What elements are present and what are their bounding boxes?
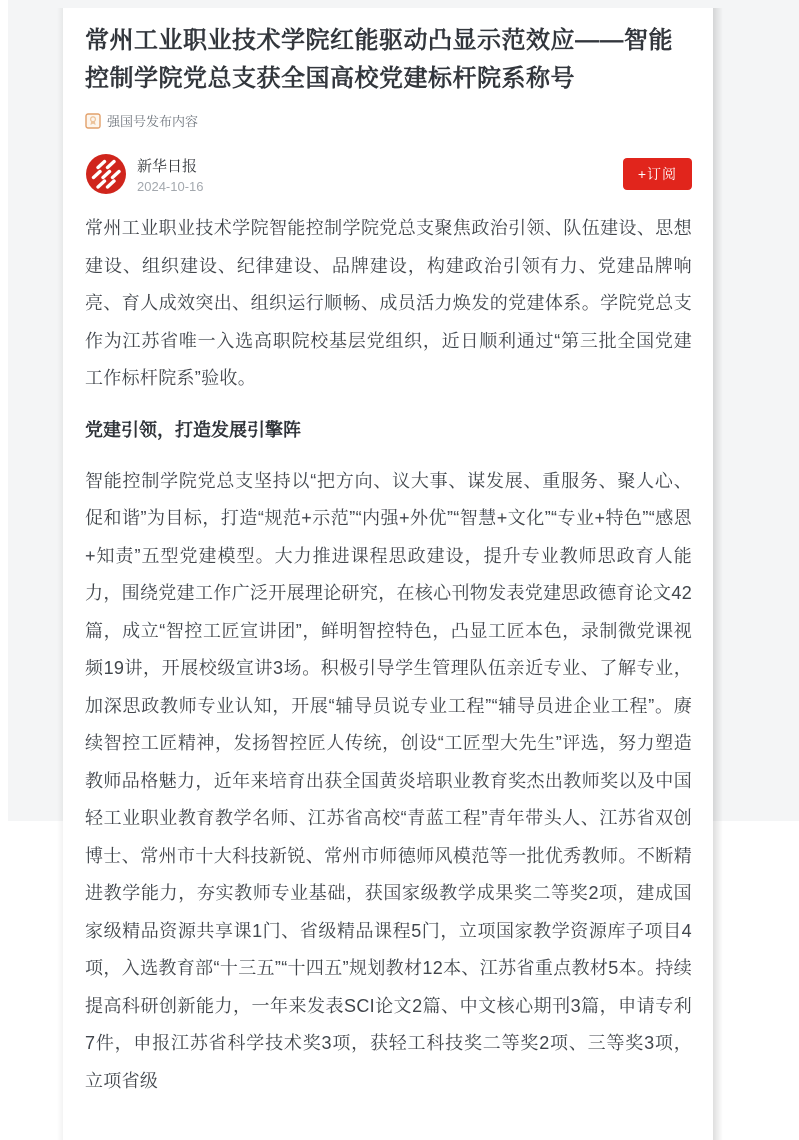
publisher-row — [85, 153, 692, 195]
publisher-meta — [137, 155, 623, 194]
source-badge-label: 强国号发布内容 — [107, 111, 198, 130]
xinhua-daily-logo[interactable] — [85, 153, 127, 195]
publish-date: 2024-10-16 — [137, 179, 623, 194]
subscribe-button[interactable]: +订阅 — [623, 158, 692, 190]
publisher-name[interactable]: 新华日报 — [137, 155, 623, 176]
section-heading: 党建引领，打造发展引擎阵 — [85, 416, 692, 442]
intro-paragraph: 常州工业职业技术学院智能控制学院党总支聚焦政治引领、队伍建设、思想建设、组织建设、纪律建设、品牌建设，构建政治引领有力、党建品牌响亮、育人成效突出、组织运行顺畅、成员活力焕发的党建体系。学院党总支作为江苏省唯一入选高职院校基层党组织，近日顺利通过“第三批全国党建工作标杆院系”验收。 — [85, 210, 692, 398]
source-badge — [85, 111, 692, 130]
page-title: 常州工业职业技术学院红能驱动凸显示范效应——智能控制学院党总支获全国高校党建标杆院系称号 — [85, 22, 692, 98]
qiangguohao-badge-icon — [85, 113, 101, 129]
body-paragraph: 智能控制学院党总支坚持以“把方向、议大事、谋发展、重服务、聚人心、促和谐”为目标，打造“规范+示范”“内强+外优”“智慧+文化”“专业+特色”“感恩+知责”五型党建模型。大力推进课程思政建设，提升专业教师思政育人能力，围绕党建工作广泛开展理论研究，在核心刊物发表党建思政德育论文42篇，成立“智控工匠宣讲团”，鲜明智控特色，凸显工匠本色，录制微党课视频19讲，开展校级宣讲3场。积极引导学生管理队伍亲近专业、了解专业，加深思政教师专业认知，开展“辅导员说专业工程”“辅导员进企业工程”。赓续智控工匠精神，发扬智控匠人传统，创设“工匠型大先生”评选，努力塑造教师品格魅力，近年来培育出获全国黄炎培职业教育奖杰出教师奖以及中国轻工业职业教育教学名师、江苏省高校“青蓝工程”青年带头人、江苏省双创博士、常州市十大科技新锐、常州市师德师风模范等一批优秀教师。不断精进教学能力，夯实教师专业基础，获国家级教学成果奖二等奖2项，建成国家级精品资源共享课1门、省级精品课程5门，立项国家教学资源库子项目4项，入选教育部“十三五”“十四五”规划教材12本、江苏省重点教材5本。持续提高科研创新能力，一年来发表SCI论文2篇、中文核心期刊3篇，申请专利7件，申报江苏省科学技术奖3项，获轻工科技奖二等奖2项、三等奖3项，立项省级 — [85, 463, 692, 1101]
article-card — [63, 8, 713, 1140]
